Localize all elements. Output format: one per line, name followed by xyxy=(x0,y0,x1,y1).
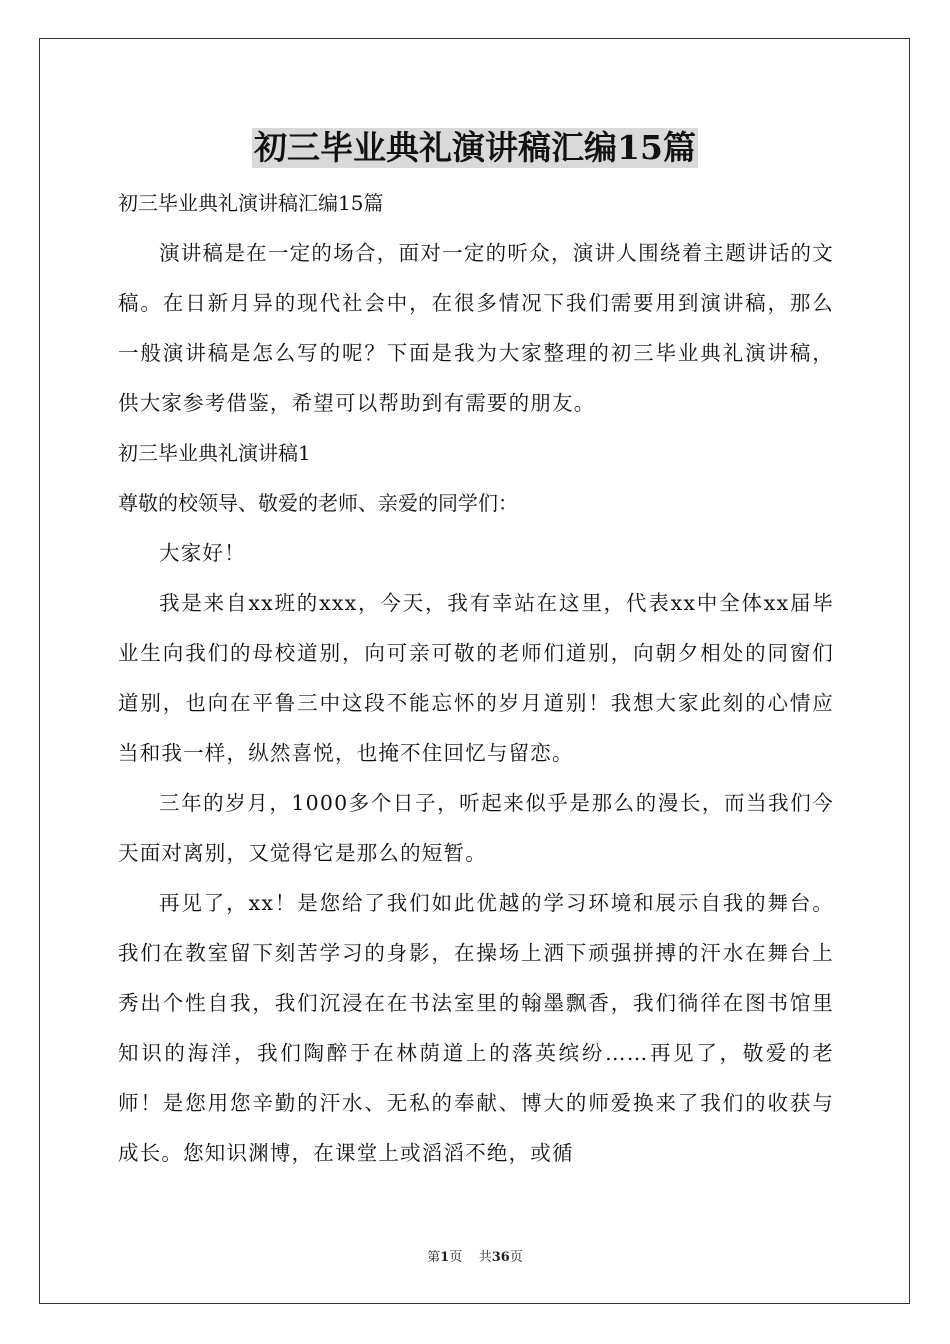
section-heading: 初三毕业典礼演讲稿1 xyxy=(118,441,311,465)
total-pages: 36 xyxy=(491,1250,510,1265)
page-number: 1 xyxy=(440,1250,450,1265)
total-prefix: 共 xyxy=(478,1250,492,1265)
title-wrap xyxy=(0,128,950,168)
intro-paragraph: 演讲稿是在一定的场合，面对一定的听众，演讲人围绕着主题讲话的文稿。在日新月异的现代社会中，在很多情况下我们需要用到演讲稿，那么一般演讲稿是怎么写的呢？下面是我为大家整理的初三毕业典礼演讲稿，供大家参考借鉴，希望可以帮助到有需要的朋友。 xyxy=(118,241,834,415)
page-footer xyxy=(0,1246,950,1265)
body-paragraph-1: 我是来自xx班的xxx，今天，我有幸站在这里，代表xx中全体xx届毕业生向我们的母校道别，向可亲可敬的老师们道别，向朝夕相处的同窗们道别，也向在平鲁三中这段不能忘怀的岁月道别！我想大家此刻的心情应当和我一样，纵然喜悦，也掩不住回忆与留恋。 xyxy=(118,591,834,765)
page-label-prefix: 第 xyxy=(427,1250,441,1265)
document-subtitle: 初三毕业典礼演讲稿汇编15篇 xyxy=(118,191,384,215)
document-body xyxy=(118,178,834,1178)
total-suffix: 页 xyxy=(509,1250,523,1265)
salutation: 尊敬的校领导、敬爱的老师、亲爱的同学们： xyxy=(118,491,518,515)
body-paragraph-2: 三年的岁月，1000多个日子，听起来似乎是那么的漫长，而当我们今天面对离别，又觉得它是那么的短暂。 xyxy=(118,791,834,865)
document-title: 初三毕业典礼演讲稿汇编15篇 xyxy=(254,128,696,167)
greeting: 大家好！ xyxy=(159,541,246,565)
body-paragraph-3: 再见了，xx！是您给了我们如此优越的学习环境和展示自我的舞台。我们在教室留下刻苦学习的身影，在操场上洒下顽强拼搏的汗水在舞台上秀出个性自我，我们沉浸在在书法室里的翰墨飘香，我们徜徉在图书馆里知识的海洋，我们陶醉于在林荫道上的落英缤纷……再见了，敬爱的老师！是您用您辛勤的汗水、无私的奉献、博大的师爱换来了我们的收获与成长。您知识渊博，在课堂上或滔滔不绝，或循 xyxy=(118,891,834,1165)
page-label-suffix: 页 xyxy=(449,1250,463,1265)
